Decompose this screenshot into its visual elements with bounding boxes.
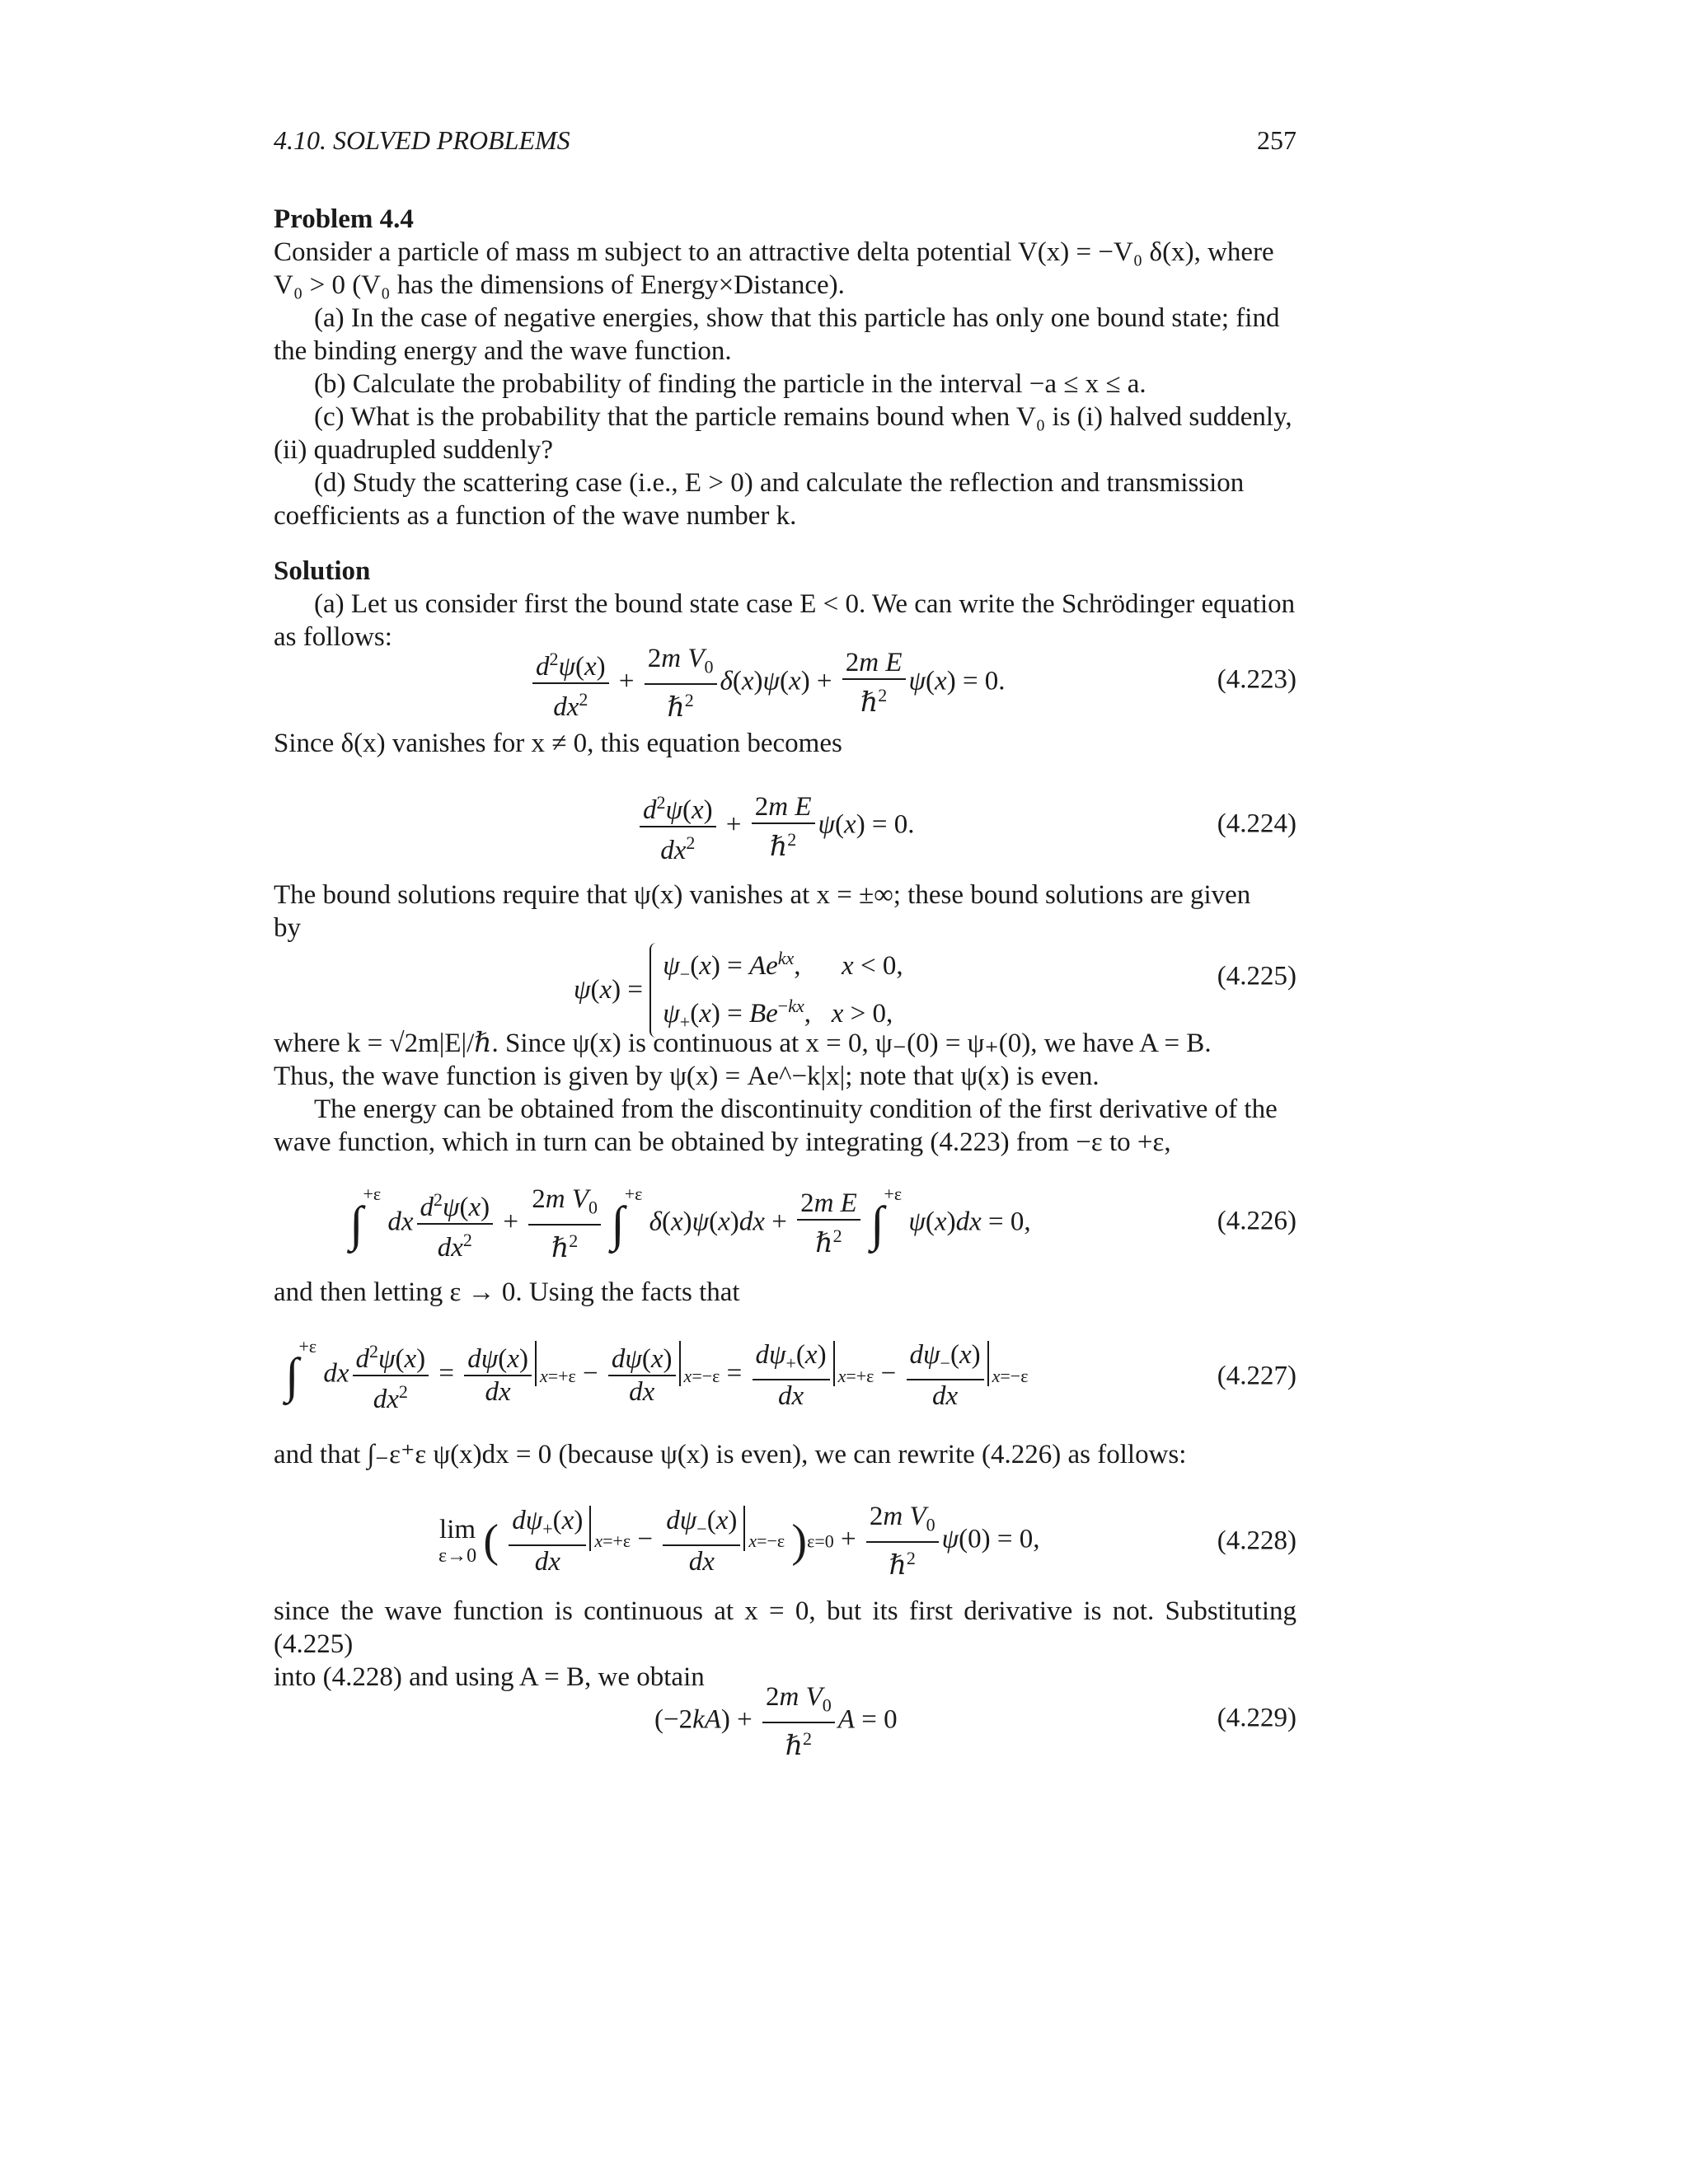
- solution-p5-2: wave function, which in turn can be obtained by integrating (4.223) from −ε to +ε,: [274, 1127, 1171, 1157]
- solution-p8-block: [274, 1595, 1296, 1694]
- solution-p8-1: since the wave function is continuous at x = 0, but its first derivative is not. Substituting (4.225): [274, 1596, 1296, 1659]
- equation-4-226: ∫$^{+\varepsilon}$ dx $\frac{d^2\psi(x)}{dx^2}$ + $\frac{2m V_0}{\hbar^2}$ ∫$^{+\varepsilon}$ δ(x)ψ(x)dx + $\frac{\text{2m E}}{\hbar^2}$ ∫$^{+\varepsilon}$ ψ(x)dx = 0, (4.226): [349, 1183, 1296, 1263]
- equation-4-229: (−2kA) + $\frac{2m V_0}{\hbar^2}$ A = 0 (4.229): [654, 1682, 1296, 1761]
- problem-part-c-1: (c) What is the probability that the particle remains bound when V₀ is (i) halved suddenly,: [314, 402, 1292, 432]
- problem-block: [274, 203, 1296, 532]
- equation-number: (4.228): [1217, 1526, 1296, 1556]
- equation-4-224: $\frac{d^2\psi(x)}{dx^2}$ + $\frac{\text{2m E}}{\hbar^2}$ ψ(x) = 0. (4.224): [274, 787, 1296, 861]
- running-header: [274, 125, 1296, 162]
- solution-p5-1: The energy can be obtained from the discontinuity condition of the first derivative of the: [314, 1094, 1278, 1124]
- solution-p7: and that ∫₋ε⁺ε ψ(x)dx = 0 (because ψ(x) is even), we can rewrite (4.226) as follows:: [274, 1440, 1187, 1469]
- equation-4-227: ∫$^{+\varepsilon}$ dx $\frac{d^2\psi(x)}{dx^2}$ = $\frac{d\psi(x)}{dx}$ x=+ε − $\frac{d\psi(x)}{dx}$ x=−ε = $\frac{d\psi_+(x)}{dx}$ x=+ε − $\frac{d\psi_-(x)}{dx}$ x=−ε (4.227): [285, 1336, 1296, 1414]
- page-number: 257: [1257, 125, 1296, 155]
- equation-number: (4.226): [1217, 1206, 1296, 1236]
- solution-p6-block: [274, 1276, 1296, 1309]
- equation-number: (4.229): [1217, 1703, 1296, 1733]
- problem-part-d-2: coefficients as a function of the wave number k.: [274, 501, 797, 531]
- solution-p3-2: by: [274, 913, 301, 943]
- equation-4-223: $\frac{d^2\psi(x)}{dx^2}$ + $\frac{2m V_0}{\hbar^2}$ δ(x)ψ(x) + $\frac{\text{2m E}}{\hbar^2}$ ψ(x) = 0. (4.223): [274, 643, 1296, 717]
- solution-p1-2: as follows:: [274, 622, 392, 652]
- solution-p4-2: Thus, the wave function is given by ψ(x) = Ae^−k|x|; note that ψ(x) is even.: [274, 1062, 1100, 1091]
- solution-p2: Since δ(x) vanishes for x ≠ 0, this equation becomes: [274, 729, 842, 758]
- solution-block: [274, 555, 1296, 654]
- solution-p1-1: (a) Let us consider first the bound state case E < 0. We can write the Schrödinger equation: [314, 589, 1296, 619]
- problem-part-b: (b) Calculate the probability of finding the particle in the interval −a ≤ x ≤ a.: [314, 369, 1146, 399]
- solution-title: Solution: [274, 556, 371, 586]
- equation-number: (4.225): [1217, 961, 1296, 991]
- solution-p4-1: where k = √2m|E|/ℏ. Since ψ(x) is continuous at x = 0, ψ₋(0) = ψ₊(0), we have A = B.: [274, 1029, 1212, 1058]
- problem-part-a-1: (a) In the case of negative energies, show that this particle has only one bound state; find: [314, 303, 1280, 333]
- solution-p3-1: The bound solutions require that ψ(x) vanishes at x = ±∞; these bound solutions are given: [274, 880, 1251, 910]
- equation-4-228: lim ε→0 ( $\frac{d\psi_+(x)}{dx}$ x=+ε − $\frac{d\psi_-(x)}{dx}$ x=−ε )ε=0 + $\frac{2m V_0}{\hbar^2}$ ψ(0) = 0, (4.228): [438, 1502, 1296, 1581]
- solution-p8-2: into (4.228) and using A = B, we obtain: [274, 1662, 705, 1692]
- section-title: 4.10. SOLVED PROBLEMS: [274, 125, 570, 155]
- problem-part-c-2: (ii) quadrupled suddenly?: [274, 435, 554, 465]
- problem-intro-2: V₀ > 0 (V₀ has the dimensions of Energy×Distance).: [274, 270, 845, 300]
- solution-p2-block: [274, 727, 1296, 760]
- solution-p4-block: [274, 1027, 1296, 1159]
- problem-title: Problem 4.4: [274, 204, 414, 234]
- equation-number: (4.224): [1217, 808, 1296, 839]
- equation-number: (4.227): [1217, 1361, 1296, 1391]
- problem-intro-1: Consider a particle of mass m subject to an attractive delta potential V(x) = −V₀ δ(x), where: [274, 237, 1274, 267]
- solution-p7-block: [274, 1438, 1296, 1471]
- solution-p3-block: [274, 879, 1296, 944]
- equation-number: (4.223): [1217, 664, 1296, 695]
- problem-part-a-2: the binding energy and the wave function.: [274, 336, 732, 366]
- problem-part-d-1: (d) Study the scattering case (i.e., E > 0) and calculate the reflection and transmission: [314, 468, 1245, 498]
- solution-p6: and then letting ε → 0. Using the facts that: [274, 1277, 740, 1307]
- equation-4-225: $\psi(x) = \psi_-(x) = Ae^{kx}$, x < 0, $\psi_+(x) = Be^{-kx}$, x > 0, (4.225): [274, 940, 1296, 1014]
